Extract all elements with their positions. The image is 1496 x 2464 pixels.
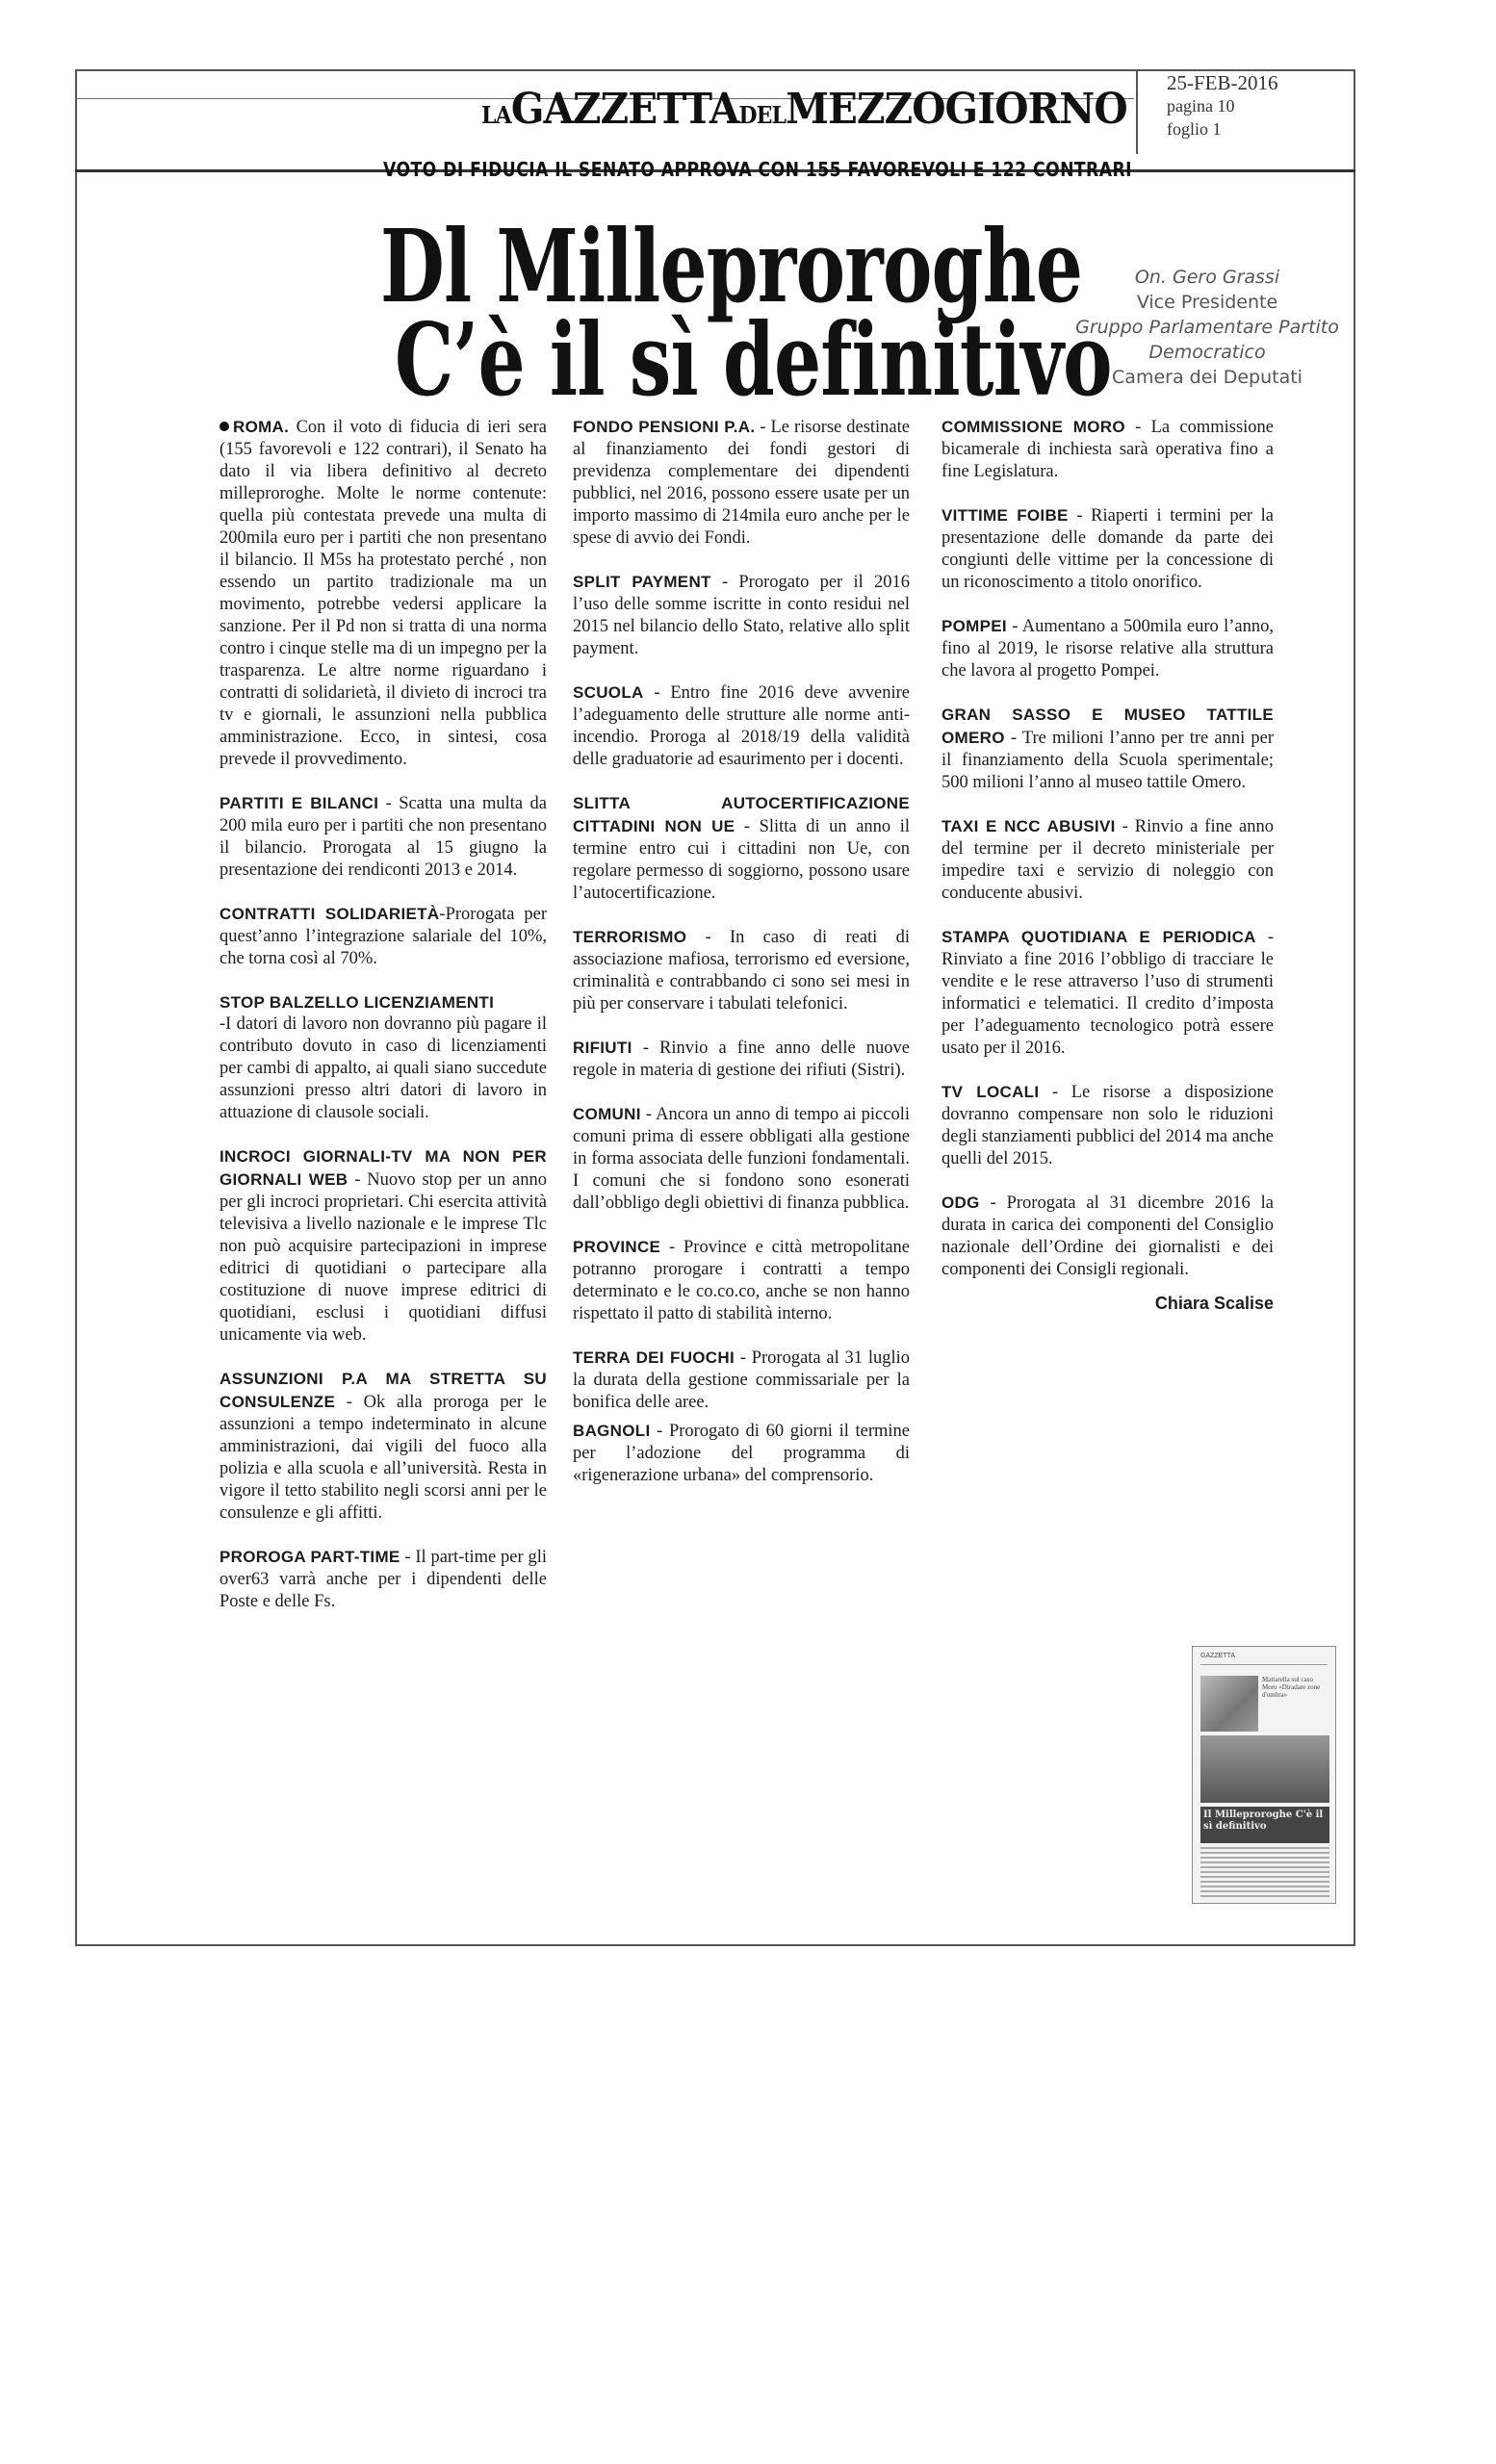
- article-paragraph: POMPEI - Aumentano a 500mila euro l’anno, fino al 2019, le risorse relative alla struttura che lavora al progetto Pompei.: [941, 617, 1275, 680]
- article-paragraph: STOP BALZELLO LICENZIAMENTI -I datori di lavoro non dovranno più pagare il contributo dovuto in caso di licenziamenti per cambi di appalto, ai quali siano succedute assunzioni presso altri datori di lavoro in attuazione di clausole sociali.: [219, 993, 547, 1122]
- article-paragraph: SPLIT PAYMENT - Prorogato per il 2016 l’uso delle somme iscritte in conto residui nel 2015 nel bilancio dello Stato, relative allo split payment.: [573, 573, 910, 658]
- headline-line-1: Dl Milleproroghe: [380, 207, 1083, 325]
- thumbnail-image-band: [1200, 1735, 1329, 1803]
- article-paragraph: TERRA DEI FUOCHI - Prorogata al 31 luglio la durata della gestione commissariale per la bonifica delle aree.: [573, 1348, 910, 1412]
- thumbnail-headline: Il Milleproroghe C'è il sì definitivo: [1200, 1807, 1329, 1843]
- article-paragraph: INCROCI GIORNALI-TV MA NON PER GIORNALI WEB - Nuovo stop per un anno per gli incroci proprietari. Chi esercita attività televisiva a livello nazionale e le imprese Tlc non può acquisire partecipazioni in imprese editrici di quotidiani o partecipare alla costituzione di nuove imprese editrici di quotidiani, esclusi i quotidiani diffusi unicamente via web.: [219, 1147, 548, 1345]
- clipping-meta: [1136, 71, 1355, 154]
- article-column-3: [941, 416, 1274, 1315]
- article-column-2: [573, 416, 910, 1508]
- article-paragraph: FONDO PENSIONI P.A. - Le risorse destinate al finanziamento dei fondi gestori di previdenza complementare dei dipendenti pubblici, nel 2016, possono essere usate per un importo massimo di 214mila euro anche per le spese di avvio dei Fondi.: [573, 418, 910, 548]
- article-paragraph: PARTITI E BILANCI - Scatta una multa da 200 mila euro per i partiti che non presentano il bilancio. Prorogata al 15 giugno la presentazione dei rendiconti 2013 e 2014.: [219, 794, 547, 880]
- thumbnail-text-lines: [1200, 1847, 1329, 1897]
- clipping-date: 25-FEB-2016: [1167, 71, 1278, 94]
- article-paragraph: TV LOCALI - Le risorse a disposizione dovranno compensare non solo le riduzioni degli stanziamenti pubblici del 2014 ma anche quelli del 2015.: [941, 1083, 1274, 1168]
- author-signature: Chiara Scalise: [1154, 1294, 1274, 1313]
- bullet-icon: [219, 422, 229, 431]
- stamp-name: On. Gero Grassi: [1134, 267, 1280, 288]
- article-paragraph: ASSUNZIONI P.A MA STRETTA SU CONSULENZE - Ok alla proroga per le assunzioni a tempo indeterminato in alcune amministrazioni, dai vigili del fuoco alla polizia e alla scuola e all’università. Resta in vigore il tetto stabilito negli scorsi anni per le consulenze e gli affitti.: [219, 1370, 548, 1523]
- article-paragraph: PROVINCE - Province e città metropolitane potranno prorogare i contratti a tempo determinato e le co.co.co, anche se non hanno rispettato il patto di stabilità interno.: [573, 1238, 910, 1323]
- article-paragraph: PROROGA PART-TIME - Il part-time per gli over63 varrà anche per i dipendenti delle Poste e delle Fs.: [219, 1548, 547, 1611]
- newspaper-masthead: [481, 85, 1127, 134]
- article-paragraph: TAXI E NCC ABUSIVI - Rinvio a fine anno del termine per il decreto ministeriale per impedire taxi e servizio di noleggio con conducente abusivi.: [941, 817, 1274, 903]
- stamp-role: Vice Presidente: [1136, 292, 1278, 313]
- thumbnail-caption: Mattarella sul caso Moro «Diradare zone d'ombra»: [1262, 1676, 1321, 1699]
- article-paragraph: CONTRATTI SOLIDARIETÀ-Prorogata per quest’anno l’integrazione salariale del 10%, che torna così al 70%.: [219, 905, 547, 968]
- page-thumbnail: [1192, 1646, 1336, 1904]
- article-paragraph: COMMISSIONE MORO - La commissione bicamerale di inchiesta sarà operativa fino a fine Legislatura.: [941, 418, 1274, 481]
- stamp-chamber: Camera dei Deputati: [1112, 367, 1303, 388]
- stamp-group: Gruppo Parlamentare Partito Democratico: [1075, 317, 1339, 363]
- thumbnail-photo: [1200, 1676, 1258, 1732]
- clipping-sheet: foglio 1: [1167, 119, 1222, 139]
- masthead-middle: DEL: [738, 101, 787, 129]
- thumbnail-masthead: GAZZETTA: [1200, 1653, 1328, 1665]
- article-paragraph: ROMA. Con il voto di fiducia di ieri sera (155 favorevoli e 122 contrari), il Senato ha dato il via libera definitivo al decreto milleproroghe. Molte le norme contenute: quella più contestata prevede una multa di 200mila euro per i partiti che non presentano il bilancio. Il M5s ha protestato perché , non essendo un partito tradizionale ma un movimento, potrebbe vedersi applicare la sanzione. Per il Pd non si tratta di una norma contro i cinque stelle ma di un impegno per la trasparenza. Le altre norme riguardano i contratti di solidarietà, il divieto di incroci tra tv e giornali, le assunzioni nella pubblica amministrazione. Ecco, in sintesi, cosa prevede il provvedimento.: [219, 418, 547, 769]
- article-paragraph: STAMPA QUOTIDIANA E PERIODICA - Rinviato a fine 2016 l’obbligo di tracciare le vendite e le rese attraverso l’uso di strumenti informatici e telematici. Il credito d’imposta per l’adeguamento tecnologico potrà essere usato per il 2016.: [941, 928, 1274, 1058]
- article-paragraph: SCUOLA - Entro fine 2016 deve avvenire l’adeguamento delle strutture alle norme anti-incendio. Proroga al 2018/19 della validità delle graduatorie ad esaurimento per i docenti.: [573, 683, 910, 769]
- masthead-name-b: MEZZOGIORNO: [786, 85, 1127, 134]
- article-column-1: [219, 416, 547, 1634]
- article-paragraph: TERRORISMO - In caso di reati di associazione mafiosa, terrorismo ed eversione, criminalità e contrabbando ci sono sei mesi in più per conservare i tabulati telefonici.: [573, 928, 910, 1014]
- masthead-prefix: LA: [481, 101, 511, 129]
- clipping-page-number: pagina 10: [1167, 96, 1235, 116]
- article-paragraph: VITTIME FOIBE - Riaperti i termini per la presentazione delle domande da parte dei congiunti delle vittime per la concessione di un riconoscimento a titolo onorifico.: [941, 506, 1274, 592]
- masthead-name-a: GAZZETTA: [510, 85, 739, 134]
- article-paragraph: COMUNI - Ancora un anno di tempo ai piccoli comuni prima di essere obbligati alla gestione in forma associata delle funzioni fondamentali. I comuni che si fondono sono esonerati dall’obbligo degli obiettivi di finanza pubblica.: [573, 1105, 910, 1213]
- article-paragraph: SLITTA AUTOCERTIFICAZIONE CITTADINI NON UE - Slitta di un anno il termine entro cui i cittadini non Ue, con regolare permesso di soggiorno, possono usare l’autocertificazione.: [573, 794, 910, 903]
- deputy-stamp: [1034, 265, 1380, 390]
- article-overline: VOTO DI FIDUCIA IL SENATO APPROVA CON 155 FAVOREVOLI E 122 CONTRARI: [383, 158, 1132, 181]
- article-paragraph: ODG - Prorogata al 31 dicembre 2016 la durata in carica dei componenti del Consiglio nazionale dell’Ordine dei giornalisti e dei componenti dei Consigli regionali.: [941, 1194, 1275, 1279]
- article-paragraph: RIFIUTI - Rinvio a fine anno delle nuove regole in materia di gestione dei rifiuti (Sistri).: [573, 1039, 910, 1080]
- article-paragraph: GRAN SASSO E MUSEO TATTILE OMERO - Tre milioni l’anno per tre anni per il finanziamento della Scuola sperimentale; 500 milioni l’anno al museo tattile Omero.: [941, 706, 1274, 792]
- article-paragraph: BAGNOLI - Prorogato di 60 giorni il termine per l’adozione del programma di «rigenerazione urbana» del comprensorio.: [573, 1422, 910, 1485]
- headline-line-2: C’è il sì definitivo: [395, 300, 1112, 419]
